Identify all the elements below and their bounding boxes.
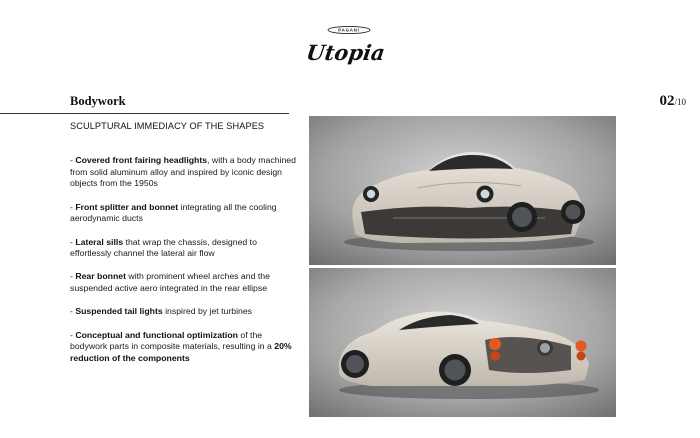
feature-item: - Rear bonnet with prominent wheel arches and the suspended active aero integrated in the rear ellipse bbox=[70, 271, 270, 294]
section-title: Bodywork bbox=[70, 94, 126, 108]
logo-badge-text: PAGANI bbox=[338, 27, 360, 33]
slide-subtitle: SCULPTURAL IMMEDIACY OF THE SHAPES bbox=[70, 121, 265, 131]
section-divider bbox=[0, 113, 289, 114]
car-rear-photo bbox=[309, 268, 616, 417]
feature-item: - Covered front fairing headlights, with a body machined from solid aluminum alloy and inspired by iconic design objects from the 1950s bbox=[70, 155, 296, 189]
feature-item: - Conceptual and functional optimization of the bodywork parts in composite materials, resulting in a 20% reduction of the components bbox=[70, 329, 292, 363]
feature-list bbox=[70, 155, 298, 376]
page-number bbox=[659, 92, 686, 110]
feature-item: - Front splitter and bonnet integrating all the cooling aerodynamic ducts bbox=[70, 201, 277, 224]
feature-item: - Lateral sills that wrap the chassis, designed to effortlessly channel the lateral air flow bbox=[70, 236, 257, 259]
page-current: 02 bbox=[659, 93, 675, 109]
page-total: /10 bbox=[674, 97, 686, 107]
feature-item: - Suspended tail lights inspired by jet turbines bbox=[70, 306, 253, 317]
car-front-photo bbox=[309, 116, 616, 265]
pagani-utopia-logo bbox=[300, 22, 400, 68]
logo-model-script: Utopia bbox=[304, 40, 387, 65]
